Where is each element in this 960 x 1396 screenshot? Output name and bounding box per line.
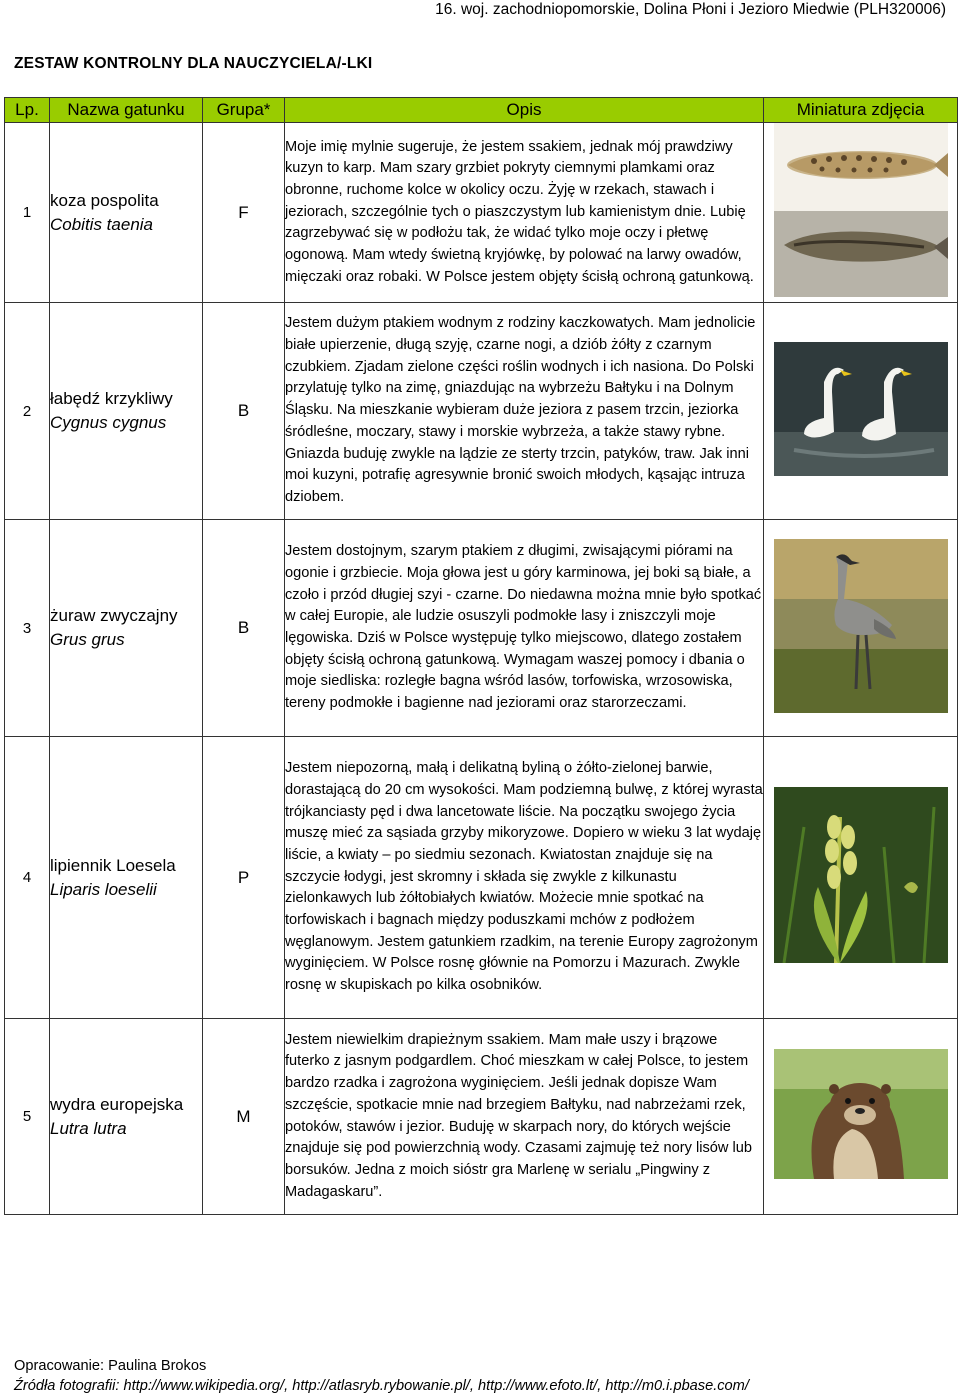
species-latin-name: Grus grus [50, 630, 125, 649]
species-group: M [203, 1019, 285, 1215]
table-row [5, 520, 958, 737]
row-lp: 1 [5, 123, 50, 303]
header-name: Nazwa gatunku [50, 98, 203, 123]
species-latin-name: Lutra lutra [50, 1118, 127, 1138]
species-common-name: koza pospolita [50, 190, 159, 210]
species-latin-name: Cobitis taenia [50, 214, 154, 234]
photo-cell [764, 303, 958, 520]
footer-sources: Źródła fotografii: http://www.wikipedia.org/, http://atlasryb.rybowanie.pl/, http://www.efoto.lt/, http://m0.i.pbase.com/ [14, 1378, 749, 1394]
row-lp: 3 [5, 520, 50, 737]
photo-cell [764, 1019, 958, 1215]
species-common-name: wydra europejska [50, 1094, 184, 1114]
species-description: Jestem dostojnym, szarym ptakiem z długimi, zwisającymi piórami na ogonie i grzbiecie. Moja głowa jest u góry karminowa, jej boki są białe, a czoło i przód długiej szyi - czarne. Do niedawna można mnie było spotkać w całej Europie, ale ludzie osuszyli podmokłe lasy i zniszczyli moje lęgowiska. Dziś w Polsce występuję tylko miejscowo, dlatego zostałem objęty ścisłą ochroną gatunkową. Wymagam waszej pomocy i dbania o moje siedliska: rozległe bagna wśród lasów, torfowiska, wrzosowiska, tereny podmokłe i bagienne nad jeziorami oraz starorzeczami. [285, 520, 764, 737]
row-lp: 2 [5, 303, 50, 520]
species-name-cell [50, 123, 203, 303]
header-photo: Miniatura zdjęcia [764, 98, 958, 123]
species-group: B [203, 303, 285, 520]
species-name-cell [50, 520, 203, 737]
species-common-name: lipiennik Loesela [50, 855, 176, 875]
species-common-name: żuraw zwyczajny [50, 606, 178, 625]
species-description: Jestem dużym ptakiem wodnym z rodziny kaczkowatych. Mam jednolicie białe upierzenie, długą szyję, czarne nogi, a dziób żółty z czarnym czubkiem. Zjadam zielone części roślin wodnych i ich nasiona. Do Polski przylatuję tylko na zimę, gniazdując na wybrzeżu Bałtyku i na Dolnym Śląsku. Na mieszkanie wybieram duże jeziora z pasem trzcin, jeziorka śródleśne, moczary, stawy i morskie wybrzeża, a także stawy rybne. Gniazda buduję zwykle na lądzie ze sterty trzcin, patyków, traw. Jak inni moi kuzyni, potrafię agresywnie bronić swoich młodych, kąsając intruza dziobem. [285, 303, 764, 520]
set-title: ZESTAW KONTROLNY DLA NAUCZYCIELA/-LKI [14, 55, 373, 72]
photo-cell [764, 737, 958, 1019]
species-name-cell [50, 303, 203, 520]
footer-author: Opracowanie: Paulina Brokos [14, 1358, 207, 1374]
header-description: Opis [285, 98, 764, 123]
species-latin-name: Cygnus cygnus [50, 413, 167, 432]
species-description: Jestem niewielkim drapieżnym ssakiem. Mam małe uszy i brązowe futerko z jasnym podgardlem. Choć mieszkam w całej Polsce, to jestem bardzo rzadka i zagrożona wyginięciem. Jeśli jednak dopisze Wam szczęście, spotkacie mnie nad brzegiem Bałtyku, nad nabrzeżami rzek, potoków, stawów i jezior. Buduję w skarpach nory, do których wejście znajduje się pod powierzchnią wody. Czasami zajmuję też nory lisów lub borsuków. Jedna z moich sióstr gra Marlenę w serialu „Pingwiny z Madagaskaru”. [285, 1019, 764, 1215]
species-group: F [203, 123, 285, 303]
species-group: B [203, 520, 285, 737]
table-header-row [5, 98, 958, 123]
photo-cell [764, 123, 958, 303]
row-lp: 5 [5, 1019, 50, 1215]
orchid-photo-icon [774, 787, 948, 963]
swan-photo-icon [774, 342, 948, 476]
fish-photo-icon [774, 123, 948, 297]
otter-photo-icon [774, 1049, 948, 1179]
table-row [5, 737, 958, 1019]
species-latin-name: Liparis loeselii [50, 879, 157, 899]
species-description: Moje imię mylnie sugeruje, że jestem ssakiem, jednak mój prawdziwy kuzyn to karp. Mam szary grzbiet pokryty ciemnymi plamkami oraz obronne, ruchome kolce w okolicy oczu. Żyję w rzekach, stawach i jeziorach, szczególnie tych o piaszczystym lub kamienistym dnie. Lubię zagrzebywać się w podłożu tak, że widać tylko moje oczy i płetwę ogonową. Mam wtedy świetną kryjówkę, by polować na larwy owadów, mięczaki oraz robaki. W Polsce jestem objęty ścisłą ochroną gatunkową. [285, 123, 764, 303]
species-name-cell [50, 1019, 203, 1215]
table-row [5, 1019, 958, 1215]
crane-photo-icon [774, 539, 948, 713]
species-name-cell [50, 737, 203, 1019]
page-header: 16. woj. zachodniopomorskie, Dolina Płoni i Jezioro Miedwie (PLH320006) [435, 1, 946, 18]
row-lp: 4 [5, 737, 50, 1019]
species-common-name: łabędź krzykliwy [50, 389, 173, 408]
footer [14, 1356, 749, 1396]
table-row [5, 123, 958, 303]
header-group: Grupa* [203, 98, 285, 123]
photo-cell [764, 520, 958, 737]
species-description: Jestem niepozorną, małą i delikatną byliną o żółto-zielonej barwie, dorastającą do 20 cm wysokości. Mam podziemną bulwę, z której wyrasta trójkanciasty pęd i dwa lancetowate liście. Na początku swojego życia muszę mieć za sąsiada grzyby mikoryzowe. Dopiero w wieku 3 lat wydaję liście, a kwiaty – po siedmiu sezonach. Kwiatostan znajduje się na szczycie łodygi, jest skromny i składa się zwykle z kilkunastu zielonkawych lub żółtobiałych kwiatów. Możecie mnie spotkać na torfowiskach i bagnach między poduszkami mchów z podłożem węglanowym. Jestem gatunkiem rzadkim, na terenie Europy zagrożonym wyginięciem. W Polsce rosnę głównie na Pomorzu i Mazurach. Zwykle rosnę w skupiskach po kilka osobników. [285, 737, 764, 1019]
species-table [4, 97, 958, 1215]
species-group: P [203, 737, 285, 1019]
header-lp: Lp. [5, 98, 50, 123]
table-row [5, 303, 958, 520]
